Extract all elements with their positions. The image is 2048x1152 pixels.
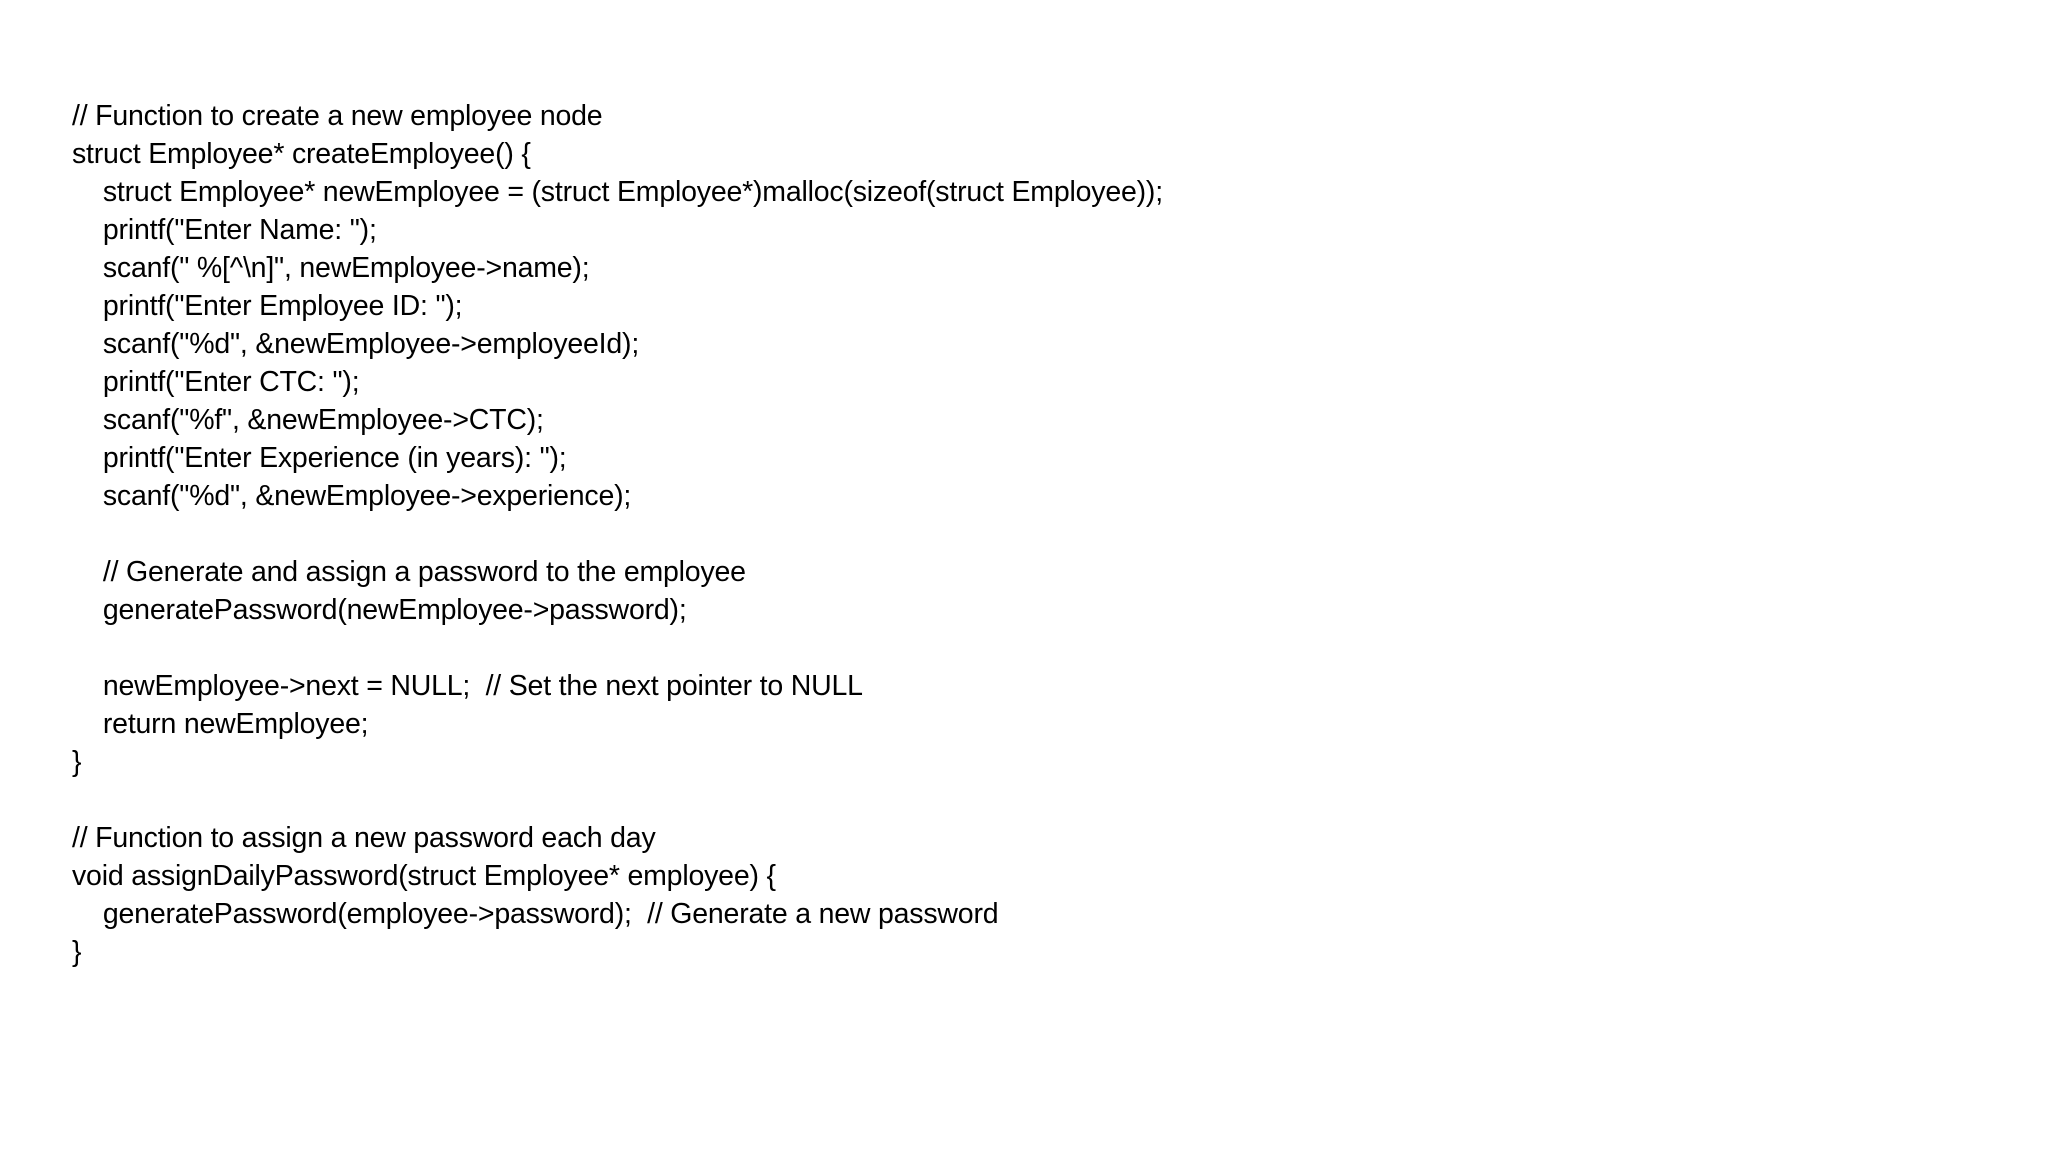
- code-line: scanf(" %[^\n]", newEmployee->name);: [72, 252, 590, 284]
- code-line: }: [72, 746, 82, 778]
- code-line: struct Employee* newEmployee = (struct Employee*)malloc(sizeof(struct Employee));: [72, 176, 1163, 208]
- code-line: struct Employee* createEmployee() {: [72, 138, 531, 170]
- code-line: scanf("%d", &newEmployee->employeeId);: [72, 328, 640, 360]
- code-line-blank: [72, 781, 1972, 819]
- code-line: // Generate and assign a password to the employee: [72, 556, 746, 588]
- code-line: // Function to assign a new password each day: [72, 822, 656, 854]
- code-line: void assignDailyPassword(struct Employee* employee) {: [72, 860, 776, 892]
- code-line: }: [72, 936, 82, 968]
- code-line: return newEmployee;: [72, 708, 369, 740]
- code-line: // Function to create a new employee node: [72, 100, 603, 132]
- code-line: generatePassword(employee->password); // Generate a new password: [72, 898, 999, 930]
- code-line-blank: [72, 629, 1972, 667]
- code-line: generatePassword(newEmployee->password);: [72, 594, 687, 626]
- code-line: printf("Enter Employee ID: ");: [72, 290, 463, 322]
- code-listing: [72, 97, 1972, 971]
- code-line: scanf("%d", &newEmployee->experience);: [72, 480, 632, 512]
- code-line: printf("Enter Experience (in years): ");: [72, 442, 567, 474]
- code-line: printf("Enter CTC: ");: [72, 366, 360, 398]
- code-line: printf("Enter Name: ");: [72, 214, 377, 246]
- code-line: newEmployee->next = NULL; // Set the next pointer to NULL: [72, 670, 863, 702]
- code-line: scanf("%f", &newEmployee->CTC);: [72, 404, 544, 436]
- code-line-blank: [72, 515, 1972, 553]
